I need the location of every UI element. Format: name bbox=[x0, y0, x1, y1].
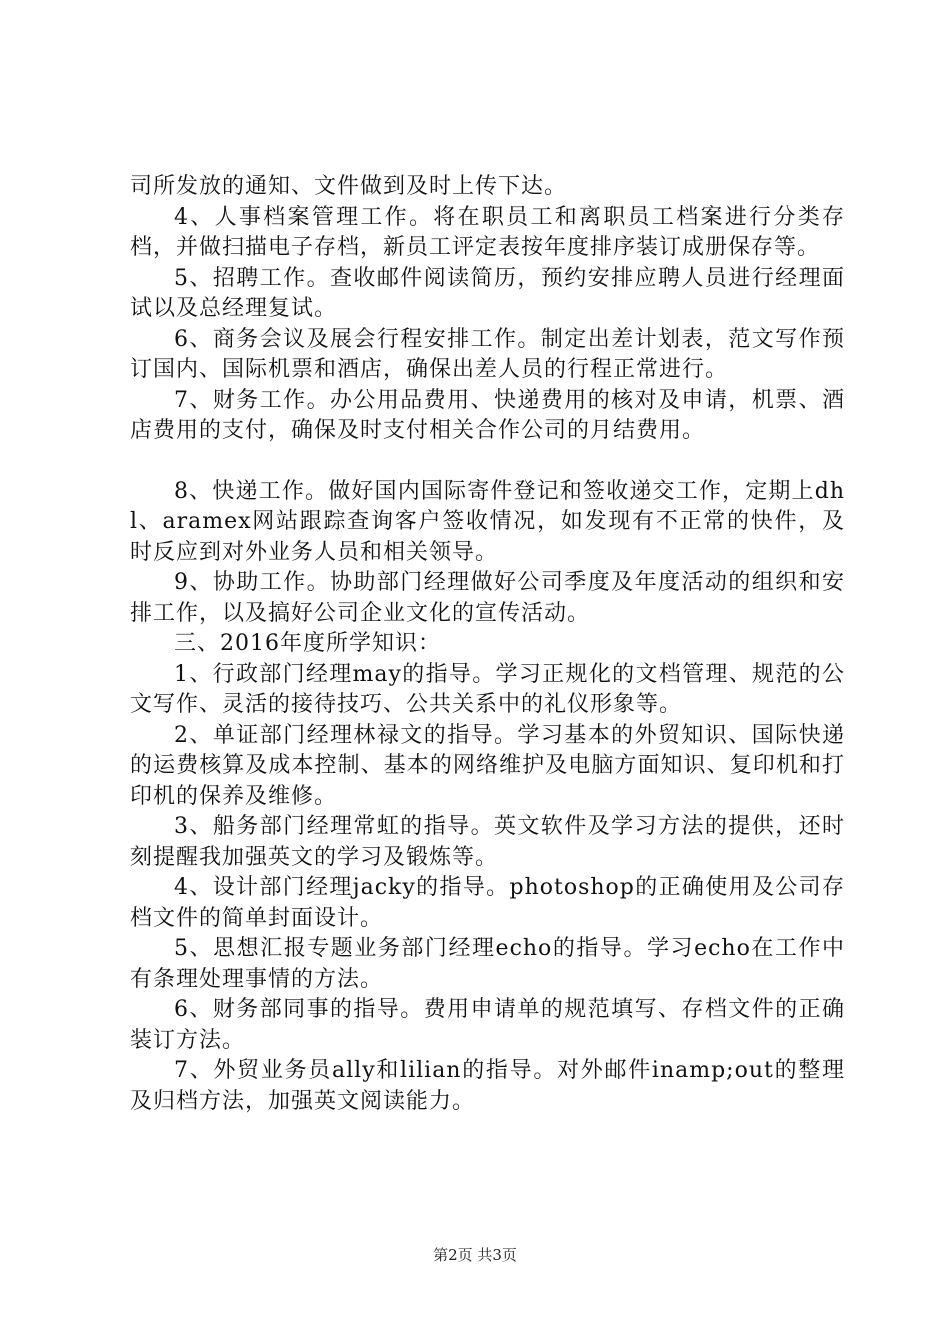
paragraph-item-4-archives: 4、人事档案管理工作。将在职员工和离职员工档案进行分类存档，并做扫描电子存档，新员工评定表按年度排序装订成册保存等。 bbox=[130, 204, 845, 260]
paragraph-knowledge-2: 2、单证部门经理林禄文的指导。学习基本的外贸知识、国际快递的运费核算及成本控制、基本的网络维护及电脑方面知识、复印机和打印机的保养及维修。 bbox=[130, 722, 845, 809]
section-heading-2016-knowledge: 三、2016年度所学知识： bbox=[174, 631, 441, 656]
paragraph-knowledge-4: 4、设计部门经理jacky的指导。photoshop的正确使用及公司存档文件的简单封面设计。 bbox=[130, 875, 845, 931]
paragraph-item-9-assist: 9、协助工作。协助部门经理做好公司季度及年度活动的组织和安排工作，以及搞好公司企业文化的宣传活动。 bbox=[130, 570, 845, 626]
paragraph-knowledge-1: 1、行政部门经理may的指导。学习正规化的文档管理、规范的公文写作、灵活的接待技巧、公共关系中的礼仪形象等。 bbox=[130, 661, 845, 717]
document-body bbox=[130, 172, 845, 1117]
paragraph-knowledge-6: 6、财务部同事的指导。费用申请单的规范填写、存档文件的正确装订方法。 bbox=[130, 997, 845, 1053]
page-footer bbox=[0, 1244, 950, 1265]
paragraph-item-5-recruitment: 5、招聘工作。查收邮件阅读简历，预约安排应聘人员进行经理面试以及总经理复试。 bbox=[130, 265, 845, 321]
paragraph-continuation: 司所发放的通知、文件做到及时上传下达。 bbox=[130, 174, 568, 199]
paragraph-knowledge-7: 7、外贸业务员ally和lilian的指导。对外邮件inamp;out的整理及归档方法，加强英文阅读能力。 bbox=[130, 1058, 845, 1114]
paragraph-item-7-finance: 7、财务工作。办公用品费用、快递费用的核对及申请，机票、酒店费用的支付，确保及时支付相关合作公司的月结费用。 bbox=[130, 387, 845, 443]
paragraph-item-8-express: 8、快递工作。做好国内国际寄件登记和签收递交工作，定期上dhl、aramex网站跟踪查询客户签收情况，如发现有不正常的快件，及时反应到对外业务人员和相关领导。 bbox=[130, 478, 845, 565]
page-number-label: 第2页 共3页 bbox=[433, 1246, 517, 1264]
paragraph-knowledge-3: 3、船务部门经理常虹的指导。英文软件及学习方法的提供，还时刻提醒我加强英文的学习及锻炼等。 bbox=[130, 814, 845, 870]
paragraph-item-6-business-travel: 6、商务会议及展会行程安排工作。制定出差计划表，范文写作预订国内、国际机票和酒店，确保出差人员的行程正常进行。 bbox=[130, 326, 845, 382]
paragraph-knowledge-5: 5、思想汇报专题业务部门经理echo的指导。学习echo在工作中有条理处理事情的方法。 bbox=[130, 936, 845, 992]
